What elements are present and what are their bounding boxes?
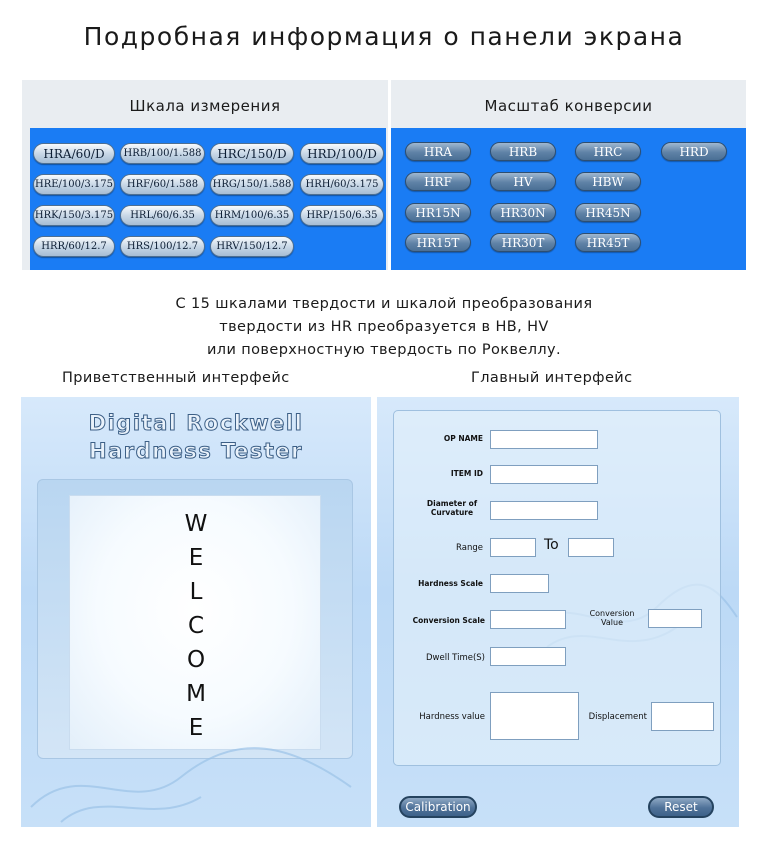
scale-button-hrv[interactable]: HRV/150/12.7 <box>210 236 294 257</box>
item-id-label: ITEM ID <box>450 469 483 478</box>
conversion-button-hr30n[interactable]: HR30N <box>490 203 556 222</box>
scale-button-hrp[interactable]: HRP/150/6.35 <box>300 205 384 226</box>
main-interface-label: Главный интерфейс <box>471 370 633 386</box>
app-title-line-2: Hardness Tester <box>88 439 304 463</box>
conversion-button-hrd[interactable]: HRD <box>661 142 727 161</box>
welcome-letter: L <box>189 579 203 605</box>
conversion-scale-panel <box>391 80 746 270</box>
measurement-scale-heading: Шкала измерения <box>129 97 281 115</box>
scale-button-hrg[interactable]: HRG/150/1.588 <box>210 174 294 195</box>
conversion-button-hr45t[interactable]: HR45T <box>575 233 641 252</box>
scale-button-hra[interactable]: HRA/60/D <box>33 143 115 164</box>
conversion-button-hr15t[interactable]: HR15T <box>405 233 471 252</box>
welcome-interface-label: Приветственный интерфейс <box>62 370 290 386</box>
scale-button-hrf[interactable]: HRF/60/1.588 <box>120 174 205 195</box>
welcome-letter: C <box>187 613 205 639</box>
hardness-value-input[interactable] <box>490 692 579 740</box>
conversion-value-label <box>579 609 645 627</box>
calibration-button[interactable]: Calibration <box>399 796 477 818</box>
conversion-button-hra[interactable]: HRA <box>405 142 471 161</box>
diameter-label-line-1: Diameter of <box>426 499 478 508</box>
scale-button-hrc[interactable]: HRC/150/D <box>210 143 294 164</box>
conversion-scale-heading: Масштаб конверсии <box>484 97 653 115</box>
page-title: Подробная информация о панели экрана <box>83 22 685 51</box>
hardness-value-label: Hardness value <box>419 712 485 722</box>
scale-button-hrm[interactable]: HRM/100/6.35 <box>210 205 294 226</box>
conversion-button-hr15n[interactable]: HR15N <box>405 203 471 222</box>
welcome-letter: E <box>188 545 204 571</box>
conversion-scale-grid <box>391 128 746 270</box>
scale-button-hrs[interactable]: HRS/100/12.7 <box>120 236 205 257</box>
dwell-time-label: Dwell Time(S) <box>426 653 485 663</box>
hardness-scale-input[interactable] <box>490 574 549 593</box>
conversion-button-hr30t[interactable]: HR30T <box>490 233 556 252</box>
reset-button[interactable]: Reset <box>648 796 714 818</box>
hardness-scale-label: Hardness Scale <box>418 579 483 588</box>
conversion-scale-label: Conversion Scale <box>412 616 485 625</box>
op-name-label: OP NAME <box>443 434 483 443</box>
conversion-button-hv[interactable]: HV <box>490 172 556 191</box>
range-to-input[interactable] <box>568 538 614 557</box>
range-label: Range <box>456 543 483 553</box>
conversion-button-hrb[interactable]: HRB <box>490 142 556 161</box>
scale-button-hrl[interactable]: HRL/60/6.35 <box>120 205 205 226</box>
scale-button-hre[interactable]: HRE/100/3.175 <box>33 174 115 195</box>
description <box>0 293 768 362</box>
welcome-letter: O <box>186 647 206 673</box>
scale-button-hrr[interactable]: HRR/60/12.7 <box>33 236 115 257</box>
description-line: твердости из HR преобразуется в HB, HV <box>219 319 549 335</box>
description-line: или поверхностную твердость по Роквеллу. <box>206 342 562 358</box>
displacement-label: Displacement <box>588 712 647 722</box>
item-id-input[interactable] <box>490 465 598 484</box>
conversion-button-hr45n[interactable]: HR45N <box>575 203 641 222</box>
diameter-label <box>417 499 487 517</box>
conversion-button-hrf[interactable]: HRF <box>405 172 471 191</box>
conversion-value-input[interactable] <box>648 609 702 628</box>
conversion-button-hbw[interactable]: HBW <box>575 172 641 191</box>
main-screen <box>377 397 739 827</box>
welcome-letter: W <box>184 511 208 537</box>
scale-button-hrd[interactable]: HRD/100/D <box>300 143 384 164</box>
diameter-label-line-2: Curvature <box>430 508 474 517</box>
diameter-input[interactable] <box>490 501 598 520</box>
op-name-input[interactable] <box>490 430 598 449</box>
conversion-button-hrc[interactable]: HRC <box>575 142 641 161</box>
scale-button-hrb[interactable]: HRB/100/1.588 <box>120 143 205 164</box>
scale-button-hrk[interactable]: HRK/150/3.175 <box>33 205 115 226</box>
dwell-time-input[interactable] <box>490 647 566 666</box>
measurement-scale-grid <box>30 128 386 270</box>
app-title-line-1: Digital Rockwell <box>88 411 304 435</box>
conversion-value-label-line-2: Value <box>601 618 623 627</box>
measurement-scale-panel <box>22 80 388 270</box>
description-line: С 15 шкалами твердости и шкалой преобразования <box>175 296 593 312</box>
displacement-input[interactable] <box>651 702 714 731</box>
conversion-scale-input[interactable] <box>490 610 566 629</box>
conversion-value-label-line-1: Conversion <box>589 609 635 618</box>
welcome-letter: M <box>186 681 206 707</box>
range-to-label: To <box>544 537 559 553</box>
scale-button-hrh[interactable]: HRH/60/3.175 <box>300 174 384 195</box>
welcome-letter: E <box>188 715 204 741</box>
range-from-input[interactable] <box>490 538 536 557</box>
welcome-screen <box>21 397 371 827</box>
